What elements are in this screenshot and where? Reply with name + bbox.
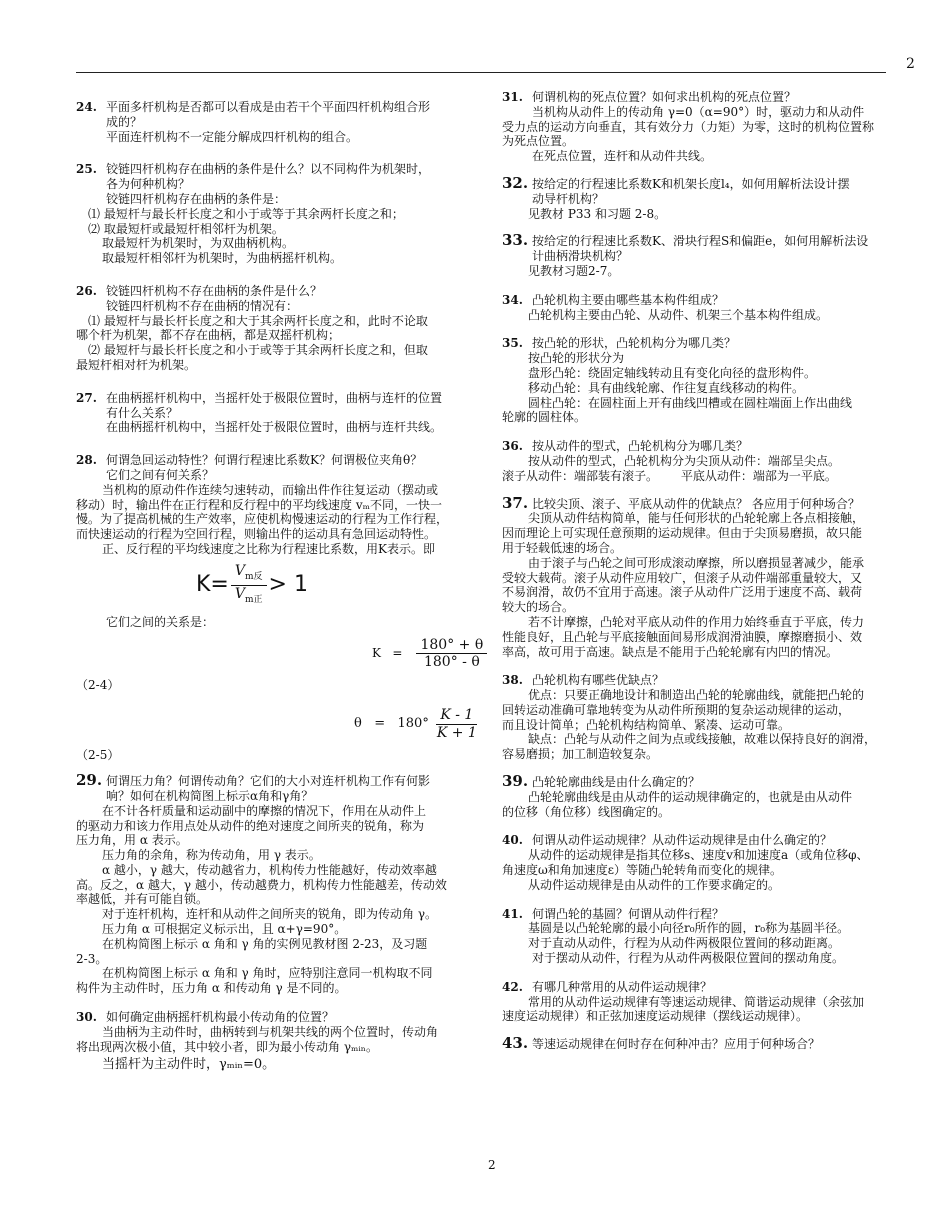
question-title: 按给定的行程速比系数K和机架长度l₄，如何用解析法设计摆 (532, 176, 850, 191)
footer-page-number: 2 (488, 1158, 496, 1172)
question-title: 何谓急回运动特性？何谓行程速比系数K？何谓极位夹角θ？ (106, 453, 423, 468)
question-number: 32. (502, 173, 529, 192)
answer-line: 对于摆动从动件，行程为从动件两极限位置间的摆动角度。 (532, 951, 845, 966)
answer-text: 见教材 P33 和习题 2-8。 (528, 206, 667, 221)
question-number: 39. (502, 772, 529, 791)
question-number: 26. (76, 283, 97, 298)
question-number: 42. (502, 979, 523, 994)
formula-denominator: K + 1 (436, 725, 477, 742)
answer-line: 而快速运动的行程为空回行程，则输出件的运动具有急回运动特性。 (76, 527, 437, 542)
question-title: 何谓压力角？何谓传动角？它们的大小对连杆机构工作有何影 (106, 774, 431, 789)
answer-line: 铰链四杆机构不存在曲柄的情况有： (106, 298, 299, 313)
question-25 (76, 162, 494, 266)
formula-lhs: K = (372, 646, 403, 661)
question-number: 28. (76, 453, 97, 468)
answer-line: 移动）时，输出件在正行程和反行程中的平均线速度 vₘ不同，一快一 (76, 497, 442, 512)
question-title-cont: 它们之间有何关系？ (106, 467, 215, 482)
question-title-cont: 响？如何在机构简图上标示α角和γ角？ (106, 788, 314, 803)
formula-denominator-sub: m正 (245, 595, 263, 606)
question-number: 43. (502, 1034, 529, 1053)
formula-numerator: 180° + θ (416, 638, 487, 655)
question-title: 铰链四杆机构存在曲柄的条件是什么？以不同构件为机架时， (106, 162, 431, 177)
question-43 (502, 1036, 920, 1052)
answer-line: 铰链四杆机构存在曲柄的条件是： (106, 191, 287, 206)
answer-line: 对于连杆机构，连杆和从动件之间所夹的锐角，即为传动角 γ。 (102, 907, 437, 922)
answer-line: 基圆是以凸轮轮廓的最小向径r₀所作的圆，r₀称为基圆半径。 (528, 921, 850, 936)
answer-line: 压力角 α 可根据定义标示出，且 α+γ=90°。 (102, 922, 347, 937)
answer-line: 角速度ω和角加速度ε）等随凸轮转角而变化的规律。 (502, 863, 783, 878)
question-title-cont: 计曲柄滑块机构？ (532, 249, 629, 264)
answer-line: 尖顶从动件结构简单，能与任何形状的凸轮轮廓上各点相接触， (528, 511, 865, 526)
question-31 (502, 90, 920, 164)
question-41 (502, 907, 920, 966)
answer-line: 从动件的运动规律是指其位移s、速度v和加速度a（或角位移φ、 (528, 848, 869, 863)
answer-line: 取最短杆为机架时，为双曲柄机构。 (102, 236, 295, 251)
answer-line: 容易磨损；加工制造较复杂。 (502, 747, 659, 762)
question-title-cont: 动导杆机构？ (532, 191, 605, 206)
question-37 (502, 493, 920, 660)
header-rule (76, 72, 886, 73)
question-title-cont: 各为何种机构？ (106, 177, 191, 192)
question-42 (502, 980, 920, 1024)
answer-line: 当曲柄为主动件时，曲柄转到与机架共线的两个位置时，传动角 (102, 1024, 439, 1039)
question-title-cont: 成的？ (106, 114, 143, 129)
answer-line: 最短杆相对杆为机架。 (76, 357, 197, 372)
header-page-number: 2 (906, 56, 915, 72)
question-35 (502, 336, 920, 425)
answer-line: 按从动件的型式，凸轮机构分为尖顶从动件：端部呈尖点。 (528, 453, 841, 468)
question-number: 27. (76, 390, 97, 405)
answer-line: 取最短杆相邻杆为机架时，为曲柄摇杆机构。 (102, 251, 343, 266)
question-number: 25. (76, 162, 97, 177)
question-title: 等速运动规律在何时存在何种冲击？应用于何种场合？ (532, 1037, 821, 1052)
question-title: 何谓从动件运动规律？从动件运动规律是由什么确定的？ (532, 833, 833, 848)
answer-line: 圆柱凸轮：在圆柱面上开有曲线凹槽或在圆柱端面上作出曲线 (528, 395, 853, 410)
answer-line: 移动凸轮：具有曲线轮廓、作往复直线移动的构件。 (528, 380, 805, 395)
answer-line: 盘形凸轮：绕固定轴线转动且有变化向径的盘形构件。 (528, 365, 817, 380)
answer-line: 因而理论上可实现任意预期的运动规律。但由于尖顶易磨损，故只能 (502, 526, 863, 541)
answer-line: 性能良好，且凸轮与平底接触面间易形成润滑油膜，摩擦磨损小、效 (502, 629, 863, 644)
question-number: 34. (502, 292, 523, 307)
right-column (502, 90, 920, 1052)
question-number: 24. (76, 100, 97, 114)
question-number: 40. (502, 833, 523, 848)
question-34 (502, 293, 920, 323)
answer-line: 按凸轮的形状分为 (528, 351, 625, 366)
answer-line: 当机构的原动件作连续匀速转动，而输出件作往复运动（摆动或 (102, 482, 439, 497)
question-title: 凸轮机构有哪些优缺点？ (532, 673, 665, 688)
question-title: 铰链四杆机构不存在曲柄的条件是什么？ (106, 283, 323, 298)
answer-line: ⑵ 最短杆与最长杆长度之和小于或等于其余两杆长度之和，但取 (88, 343, 428, 358)
question-38 (502, 673, 920, 762)
question-33 (502, 233, 920, 278)
answer-line: 受力点的运动方向垂直，其有效分力（力矩）为零，这时的机构位置称 (502, 119, 875, 134)
answer-line: 压力角，用 α 表示。 (76, 833, 188, 848)
answer-line: 构件为主动件时，压力角 α 和传动角 γ 是不同的。 (76, 981, 347, 996)
answer-line: 轮廓的圆柱体。 (502, 410, 587, 425)
left-column (76, 100, 494, 1073)
answer-text: 凸轮机构主要由凸轮、从动件、机架三个基本构件组成。 (528, 307, 829, 322)
answer-text: 见教材习题2-7。 (528, 263, 620, 278)
answer-line: ⑴ 最短杆与最长杆长度之和大于其余两杆长度之和，此时不论取 (88, 313, 428, 328)
equation-tag: （2-4） (76, 677, 120, 692)
question-title: 按给定的行程速比系数K、滑块行程S和偏距e，如何用解析法设 (532, 234, 869, 249)
answer-line: 率越低，并有可能自锁。 (76, 892, 209, 907)
question-title: 按凸轮的形状，凸轮机构分为哪几类？ (532, 336, 737, 351)
question-title-cont: 有什么关系？ (106, 405, 179, 420)
question-title: 有哪几种常用的从动件运动规律？ (532, 979, 713, 994)
answer-line: 回转运动准确可靠地转变为从动件所预期的复杂运动规律的运动， (502, 702, 851, 717)
answer-line: 慢。为了提高机械的生产效率，应使机构慢速运动的行程为工作行程， (76, 512, 449, 527)
question-24 (76, 100, 494, 144)
answer-line: 对于直动从动件，行程为从动件两极限位置间的移动距离。 (528, 936, 841, 951)
formula-k-ratio (76, 557, 494, 615)
answer-line: 当机构从动件上的传动角 γ=0（α=90°）时，驱动力和从动件 (532, 104, 865, 119)
answer-line: 从动件运动规律是由从动件的工作要求确定的。 (528, 877, 781, 892)
answer-line: 为死点位置。 (502, 134, 575, 149)
formula-denominator: V (234, 586, 245, 603)
answer-line: 的驱动力和该力作用点处从动件的绝对速度之间所夹的锐角，称为 (76, 818, 425, 833)
question-title: 凸轮机构主要由哪些基本构件组成？ (532, 292, 725, 307)
question-number: 38. (502, 673, 523, 688)
question-number: 30. (76, 1010, 97, 1025)
formula-lhs: θ = 180° (354, 716, 429, 732)
question-title: 在曲柄摇杆机构中，当摇杆处于极限位置时，曲柄与连杆的位置 (106, 390, 443, 405)
question-title: 何谓机构的死点位置？如何求出机构的死点位置？ (532, 90, 797, 104)
question-number: 36. (502, 439, 523, 454)
answer-text: 平面连杆机构不一定能分解成四杆机构的组合。 (106, 129, 359, 144)
question-28 (76, 453, 494, 763)
answer-line: 不易润滑，故仍不宜用于高速。滚子从动件广泛用于速度不高、载荷 (502, 585, 863, 600)
question-27 (76, 391, 494, 435)
question-40 (502, 833, 920, 892)
question-number: 29. (76, 771, 103, 790)
formula-numerator: V (234, 562, 245, 579)
question-32 (502, 173, 920, 221)
question-title: 何谓凸轮的基圆？何谓从动件行程？ (532, 906, 725, 921)
answer-line: 在不计各杆质量和运动副中的摩擦的情况下，作用在从动件上 (102, 803, 427, 818)
answer-line: 当摇杆为主动件时，γₘᵢₙ=0。 (102, 1057, 276, 1073)
answer-line: 优点：只要正确地设计和制造出凸轮的轮廓曲线，就能把凸轮的 (528, 688, 865, 703)
answer-line: α 越小，γ 越大，传动越省力，机构传力性能越好，传动效率越 (102, 862, 437, 877)
question-36 (502, 439, 920, 483)
question-29 (76, 773, 494, 996)
answer-line: 将出现两次极小值，其中较小者，即为最小传动角 γₘᵢₙ。 (76, 1039, 378, 1054)
answer-line: 用于轻载低速的场合。 (502, 540, 623, 555)
equation-tag: （2-5） (76, 748, 120, 763)
question-number: 35. (502, 336, 523, 351)
answer-line: 高。反之，α 越大，γ 越小，传动越费力，机构传力性能越差，传动效 (76, 877, 447, 892)
formula-theta (76, 700, 494, 748)
answer-line: 它们之间的关系是： (106, 614, 215, 629)
question-26 (76, 284, 494, 373)
answer-line: 率高，故可用于高速。缺点是不能用于凸轮轮廓有内凹的情况。 (502, 644, 839, 659)
answer-line: 若不计摩擦，凸轮对平底从动件的作用力始终垂直于平底，传力 (528, 614, 865, 629)
answer-line: 而且设计简单；凸轮机构结构简单、紧凑、运动可靠。 (502, 717, 791, 732)
answer-line: 在死点位置，连杆和从动件共线。 (532, 149, 713, 164)
question-title: 凸轮轮廓曲线是由什么确定的？ (532, 775, 701, 790)
answer-line: 压力角的余角，称为传动角，用 γ 表示。 (102, 848, 321, 863)
question-title: 按从动件的型式，凸轮机构分为哪几类？ (532, 439, 749, 454)
formula-numerator: K - 1 (436, 708, 477, 725)
answer-line: 凸轮轮廓曲线是由从动件的运动规律确定的，也就是由从动件 (528, 789, 853, 804)
formula-lhs: K= (196, 572, 229, 598)
answer-line: 哪个杆为机架，都不存在曲柄，都是双摇杆机构； (76, 328, 341, 343)
question-number: 37. (502, 493, 529, 512)
answer-line: 在机构简图上标示 α 角和 γ 角时，应特别注意同一机构取不同 (102, 966, 433, 981)
question-30 (76, 1010, 494, 1073)
question-number: 33. (502, 231, 529, 250)
formula-k-theta (76, 630, 494, 678)
answer-line: ⑵ 取最短杆或最短杆相邻杆为机架。 (88, 221, 284, 236)
question-title: 如何确定曲柄摇杆机构最小传动角的位置？ (106, 1010, 335, 1025)
question-number: 31. (502, 90, 523, 104)
answer-line: 2-3。 (76, 951, 108, 966)
answer-line: 速度运动规律）和正弦加速度运动规律（摆线运动规律）。 (502, 1009, 809, 1024)
formula-numerator-sub: m反 (245, 571, 263, 582)
question-title: 比较尖顶、滚子、平底从动件的优缺点？ 各应用于何种场合？ (532, 496, 860, 511)
answer-line: 滚子从动件：端部装有滚子。 平底从动件：端部为一平底。 (502, 468, 837, 483)
answer-line: 常用的从动件运动规律有等速运动规律、简谐运动规律（余弦加 (528, 994, 865, 1009)
question-number: 41. (502, 906, 523, 921)
answer-line: 正、反行程的平均线速度之比称为行程速比系数，用K表示。即 (102, 541, 435, 556)
answer-line: 受较大载荷。滚子从动件应用较广，但滚子从动件端部重量较大，又 (502, 570, 863, 585)
answer-line: ⑴ 最短杆与最长杆长度之和小于或等于其余两杆长度之和； (88, 206, 404, 221)
question-title: 平面多杆机构是否都可以看成是由若干个平面四杆机构组合形 (106, 100, 431, 114)
question-39 (502, 774, 920, 819)
answer-line: 在机构简图上标示 α 角和 γ 角的实例见教材图 2-23，及习题 (102, 936, 428, 951)
answer-line: 较大的场合。 (502, 600, 575, 615)
answer-line: 的位移（角位移）线图确定的。 (502, 804, 671, 819)
answer-line: 缺点：凸轮与从动件之间为点或线接触，故难以保持良好的润滑， (528, 732, 877, 747)
formula-denominator: 180° - θ (423, 654, 480, 671)
answer-line: 由于滚子与凸轮之间可形成滚动摩擦，所以磨损显著减少，能承 (528, 555, 865, 570)
answer-text: 在曲柄摇杆机构中，当摇杆处于极限位置时，曲柄与连杆共线。 (106, 420, 443, 435)
formula-rhs: > 1 (268, 572, 308, 598)
